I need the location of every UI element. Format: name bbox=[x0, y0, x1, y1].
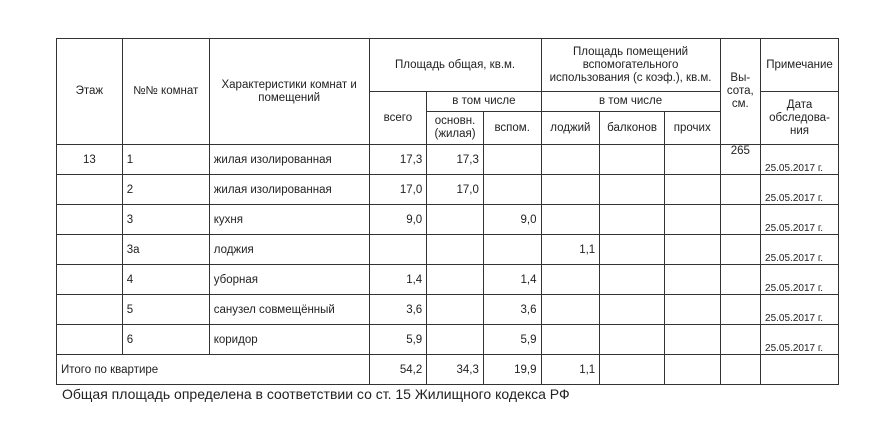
totals-label: Итого по квартире bbox=[57, 355, 370, 385]
cell-other bbox=[664, 295, 720, 325]
cell-height bbox=[720, 175, 760, 205]
cell-main bbox=[427, 325, 484, 355]
cell-main: 17,3 bbox=[427, 145, 484, 175]
table-row bbox=[57, 325, 839, 355]
cell-loggia bbox=[541, 265, 600, 295]
cell-loggia bbox=[541, 205, 600, 235]
cell-loggia: 1,1 bbox=[541, 235, 600, 265]
totals-date bbox=[761, 355, 839, 385]
cell-other bbox=[664, 205, 720, 235]
cell-floor bbox=[57, 175, 123, 205]
cell-aux: 5,9 bbox=[483, 325, 541, 355]
cell-total: 5,9 bbox=[369, 325, 427, 355]
cell-height bbox=[720, 235, 760, 265]
cell-total: 1,4 bbox=[369, 265, 427, 295]
cell-aux: 3,6 bbox=[483, 295, 541, 325]
cell-desc: коридор bbox=[209, 325, 369, 355]
cell-main bbox=[427, 235, 484, 265]
cell-balcony bbox=[600, 325, 665, 355]
cell-date: 25.05.2017 г. bbox=[761, 235, 839, 265]
cell-other bbox=[664, 325, 720, 355]
cell-other bbox=[664, 145, 720, 175]
header-other: прочих bbox=[664, 112, 720, 145]
cell-balcony bbox=[600, 145, 665, 175]
header-note: Примечание bbox=[761, 39, 839, 92]
table-row bbox=[57, 145, 839, 175]
cell-aux bbox=[483, 145, 541, 175]
header-height: Вы-сота, см. bbox=[720, 39, 760, 145]
cell-date: 25.05.2017 г. bbox=[761, 175, 839, 205]
cell-balcony bbox=[600, 235, 665, 265]
table-row bbox=[57, 205, 839, 235]
header-area-aux: Площадь помещений вспомогательного использования (с коэф.), кв.м. bbox=[541, 39, 720, 92]
cell-desc: лоджия bbox=[209, 235, 369, 265]
cell-balcony bbox=[600, 295, 665, 325]
cell-room: 6 bbox=[122, 325, 209, 355]
header-loggias: лоджий bbox=[541, 112, 600, 145]
cell-room: 3а bbox=[122, 235, 209, 265]
totals-loggia: 1,1 bbox=[541, 355, 600, 385]
header-floor: Этаж bbox=[57, 39, 123, 145]
table-row bbox=[57, 295, 839, 325]
totals-total: 54,2 bbox=[369, 355, 427, 385]
header-total: всего bbox=[369, 92, 427, 145]
cell-aux: 9,0 bbox=[483, 205, 541, 235]
cell-desc: уборная bbox=[209, 265, 369, 295]
cell-floor bbox=[57, 295, 123, 325]
cell-main: 17,0 bbox=[427, 175, 484, 205]
cell-floor bbox=[57, 265, 123, 295]
cell-room: 2 bbox=[122, 175, 209, 205]
cell-other bbox=[664, 175, 720, 205]
table-row bbox=[57, 235, 839, 265]
totals-height bbox=[720, 355, 760, 385]
apartment-explication-table bbox=[56, 38, 839, 385]
header-balconies: балконов bbox=[600, 112, 665, 145]
cell-main bbox=[427, 205, 484, 235]
cell-height bbox=[720, 205, 760, 235]
cell-floor bbox=[57, 205, 123, 235]
header-aux: вспом. bbox=[483, 112, 541, 145]
totals-main: 34,3 bbox=[427, 355, 484, 385]
header-area-total: Площадь общая, кв.м. bbox=[369, 39, 541, 92]
cell-other bbox=[664, 265, 720, 295]
table-row bbox=[57, 175, 839, 205]
cell-room: 4 bbox=[122, 265, 209, 295]
cell-height: 265 bbox=[720, 145, 760, 175]
table-row bbox=[57, 265, 839, 295]
cell-desc: жилая изолированная bbox=[209, 175, 369, 205]
cell-date: 25.05.2017 г. bbox=[761, 265, 839, 295]
cell-aux bbox=[483, 235, 541, 265]
cell-date: 25.05.2017 г. bbox=[761, 145, 839, 175]
cell-main bbox=[427, 265, 484, 295]
totals-balcony bbox=[600, 355, 665, 385]
cell-balcony bbox=[600, 265, 665, 295]
cell-total bbox=[369, 235, 427, 265]
totals-other bbox=[664, 355, 720, 385]
cell-balcony bbox=[600, 175, 665, 205]
cell-room: 3 bbox=[122, 205, 209, 235]
footnote: Общая площадь определена в соответствии со ст. 15 Жилищного кодекса РФ bbox=[62, 386, 570, 402]
cell-loggia bbox=[541, 145, 600, 175]
header-incl-1: в том числе bbox=[427, 92, 541, 112]
cell-total: 9,0 bbox=[369, 205, 427, 235]
cell-desc: жилая изолированная bbox=[209, 145, 369, 175]
cell-floor bbox=[57, 325, 123, 355]
cell-total: 3,6 bbox=[369, 295, 427, 325]
cell-balcony bbox=[600, 205, 665, 235]
cell-room: 1 bbox=[122, 145, 209, 175]
cell-main bbox=[427, 295, 484, 325]
header-rooms: №№ комнат bbox=[122, 39, 209, 145]
cell-aux: 1,4 bbox=[483, 265, 541, 295]
cell-date: 25.05.2017 г. bbox=[761, 295, 839, 325]
header-main: основн. (жилая) bbox=[427, 112, 484, 145]
cell-height bbox=[720, 325, 760, 355]
cell-total: 17,3 bbox=[369, 145, 427, 175]
totals-row bbox=[57, 355, 839, 385]
cell-desc: санузел совмещённый bbox=[209, 295, 369, 325]
cell-other bbox=[664, 235, 720, 265]
totals-aux: 19,9 bbox=[483, 355, 541, 385]
cell-loggia bbox=[541, 325, 600, 355]
cell-room: 5 bbox=[122, 295, 209, 325]
cell-height bbox=[720, 265, 760, 295]
cell-height bbox=[720, 295, 760, 325]
cell-total: 17,0 bbox=[369, 175, 427, 205]
cell-loggia bbox=[541, 295, 600, 325]
header-incl-2: в том числе bbox=[541, 92, 720, 112]
cell-date: 25.05.2017 г. bbox=[761, 205, 839, 235]
cell-date: 25.05.2017 г. bbox=[761, 325, 839, 355]
cell-loggia bbox=[541, 175, 600, 205]
cell-aux bbox=[483, 175, 541, 205]
header-survey-date: Дата обследова-ния bbox=[761, 92, 839, 145]
cell-desc: кухня bbox=[209, 205, 369, 235]
cell-floor: 13 bbox=[57, 145, 123, 175]
header-characteristics: Характеристики комнат и помещений bbox=[209, 39, 369, 145]
cell-floor bbox=[57, 235, 123, 265]
